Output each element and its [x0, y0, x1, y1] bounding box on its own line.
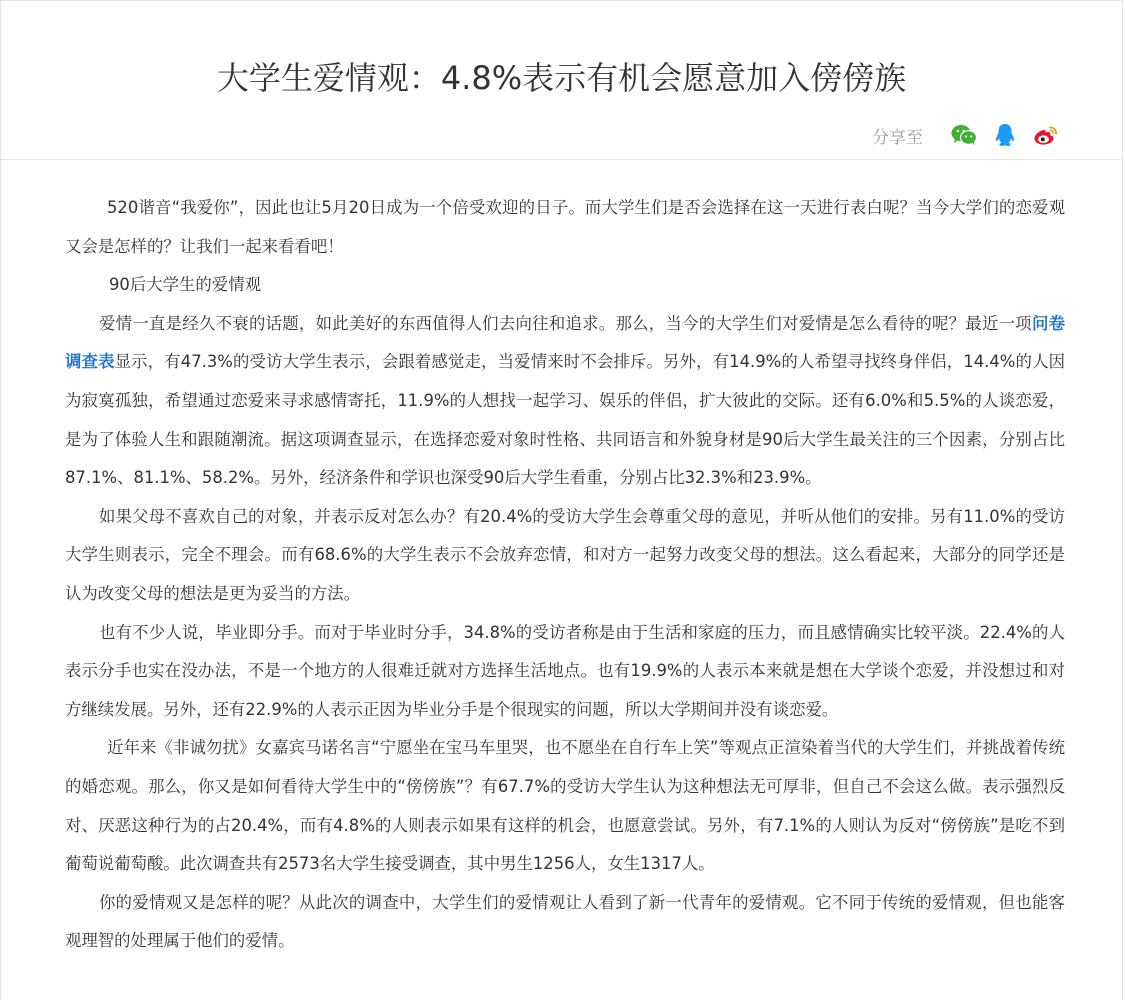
share-label: 分享至 [872, 127, 923, 148]
qq-icon[interactable] [991, 121, 1019, 149]
article-header [1, 1, 1122, 160]
article-body [65, 189, 1065, 961]
weibo-icon[interactable] [1032, 121, 1060, 149]
paragraph-conclusion: 你的爱情观又是怎样的呢？从此次的调查中，大学生们的爱情观让人看到了新一代青年的爱情观。它不同于传统的爱情观，但也能客观理智的处理属于他们的爱情。 [65, 892, 1065, 951]
paragraph-text: 爱情一直是经久不衰的话题，如此美好的东西值得人们去向往和追求。那么，当今的大学生们对爱情是怎么看待的呢？最近一项 [99, 313, 1032, 333]
paragraph-parents: 如果父母不喜欢自己的对象，并表示反对怎么办？有20.4%的受访大学生会尊重父母的意见，并听从他们的安排。另有11.0%的受访大学生则表示，完全不理会。而有68.6%的大学生表示不会放弃恋情，和对方一起努力改变父母的想法。这么看起来，大部分的同学还是认为改变父母的想法是更为妥当的方法。 [65, 506, 1065, 603]
paragraph-survey [65, 305, 1065, 498]
survey-link[interactable]: 问卷调查表 [65, 313, 1066, 372]
article-title: 大学生爱情观：4.8%表示有机会愿意加入傍傍族 [216, 59, 907, 97]
wechat-icon[interactable] [950, 121, 978, 149]
section-heading: 90后大学生的爱情观 [109, 275, 261, 295]
paragraph-text: 显示，有47.3%的受访大学生表示，会跟着感觉走，当爱情来时不会排斥。另外，有14.9%的人希望寻找终身伴侣，14.4%的人因为寂寞孤独，希望通过恋爱来寻求感情寄托，11.9%的人想找一起学习、娱乐的伴侣，扩大彼此的交际。还有6.0%和5.5%的人谈恋爱，是为了体验人生和跟随潮流。据这项调查显示，在选择恋爱对象时性格、共同语言和外貌身材是90后大学生最关注的三个因素，分别占比87.1%、81.1%、58.2%。另外，经济条件和学识也深受90后大学生看重，分别占比32.3%和23.9%。 [65, 352, 1065, 488]
paragraph-graduation: 也有不少人说，毕业即分手。而对于毕业时分手，34.8%的受访者称是由于生活和家庭的压力，而且感情确实比较平淡。22.4%的人表示分手也实在没办法，不是一个地方的人很难迁就对方选择生活地点。也有19.9%的人表示本来就是想在大学谈个恋爱，并没想过和对方继续发展。另外，还有22.9%的人表示正因为毕业分手是个很现实的问题，所以大学期间并没有谈恋爱。 [65, 622, 1065, 719]
share-bar [872, 121, 1060, 149]
paragraph-intro: 520谐音“我爱你”，因此也让5月20日成为一个倍受欢迎的日子。而大学生们是否会选择在这一天进行表白呢？当今大学们的恋爱观又会是怎样的？让我们一起来看看吧！ [65, 198, 1065, 256]
paragraph-bangbangzu: 近年来《非诚勿扰》女嘉宾马诺名言“宁愿坐在宝马车里哭，也不愿坐在自行车上笑”等观点正渲染着当代的大学生们，并挑战着传统的婚恋观。那么，你又是如何看待大学生中的“傍傍族”？有67.7%的受访大学生认为这种想法无可厚非，但自己不会这么做。表示强烈反对、厌恶这种行为的占20.4%，而有4.8%的人则表示如果有这样的机会，也愿意尝试。另外，有7.1%的人则认为反对“傍傍族”是吃不到葡萄说葡萄酸。此次调查共有2573名大学生接受调查，其中男生1256人，女生1317人。 [65, 738, 1065, 874]
